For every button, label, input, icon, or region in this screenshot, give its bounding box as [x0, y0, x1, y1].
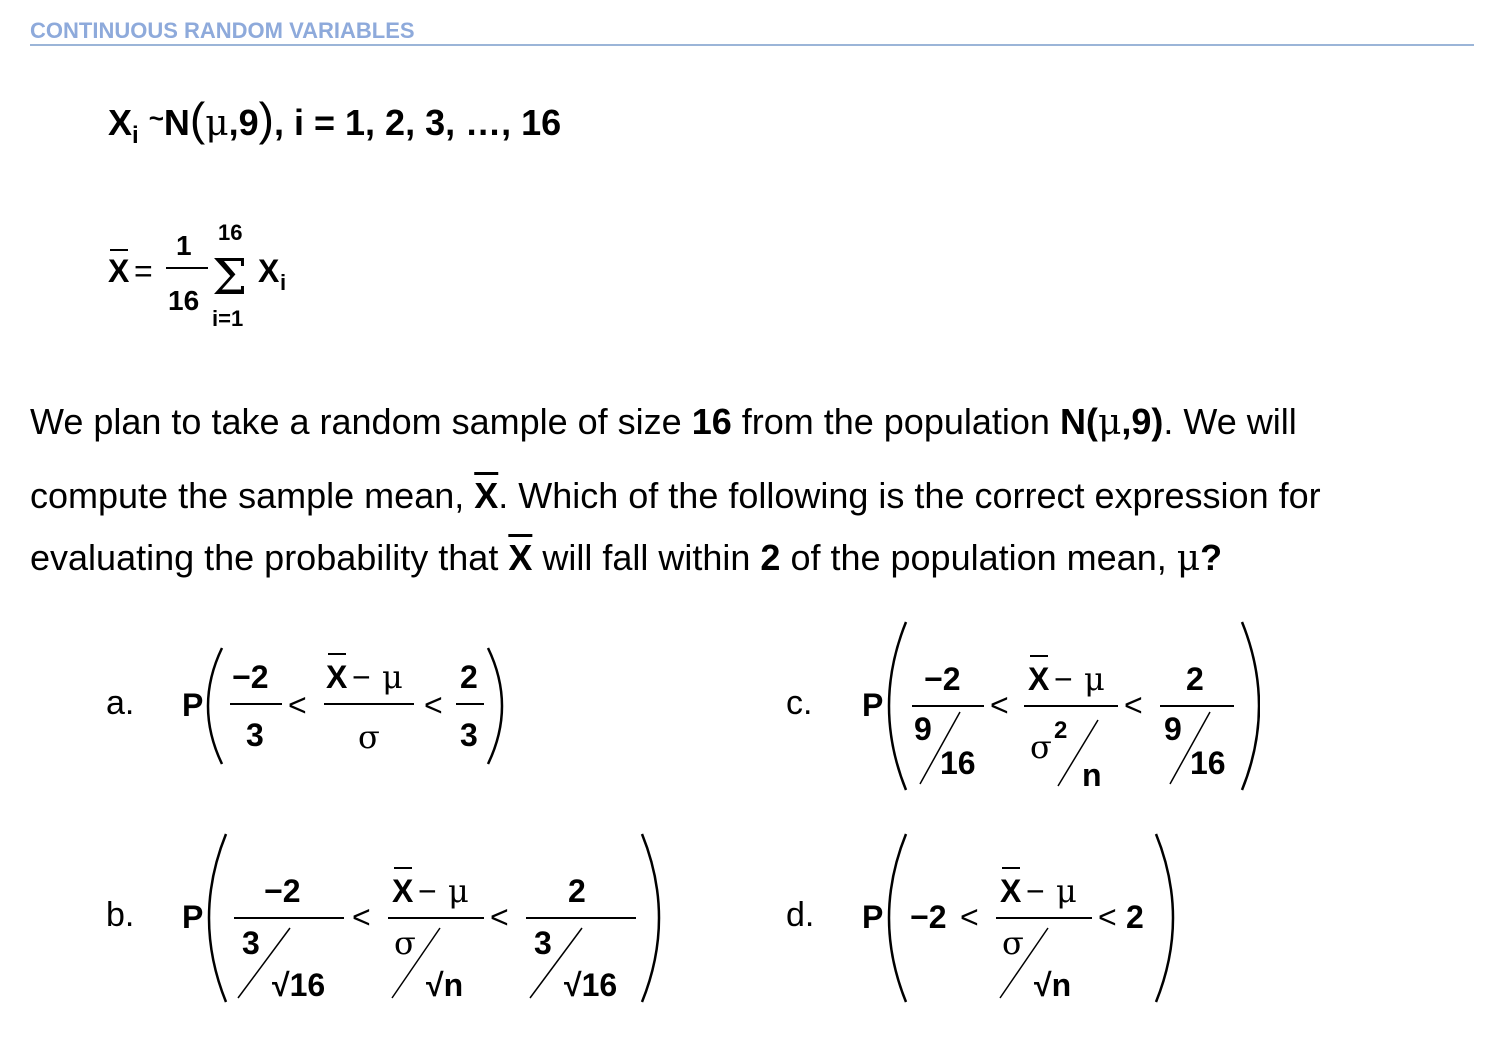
opt-a-right-den: 3: [460, 717, 478, 753]
opt-b-mid-minus: −: [418, 873, 437, 909]
eq2-num: 1: [176, 230, 192, 261]
eq2-sum-bottom: i=1: [212, 306, 244, 331]
eq1-dist: N: [163, 102, 190, 143]
option-c-label[interactable]: c.: [786, 684, 813, 722]
opt-b-right-paren: [642, 834, 659, 1002]
opt-b-left-paren: [209, 834, 226, 1002]
opt-d-lt1: <: [960, 899, 979, 935]
option-a-label[interactable]: a.: [106, 684, 135, 722]
opt-d-lt2: <: [1098, 899, 1117, 935]
opt-c-mid-den-a: σ: [1030, 728, 1052, 766]
opt-c-right-num: 2: [1186, 661, 1204, 697]
opt-b-right-den-b: √16: [564, 967, 618, 1003]
opt-a-lt2: <: [424, 687, 443, 723]
option-d-expression[interactable]: [860, 828, 1180, 1008]
q-l3-c: of the population mean,: [780, 537, 1177, 578]
opt-d-p: P: [862, 899, 884, 935]
opt-c-left-den-b: 16: [940, 745, 976, 781]
opt-d-mid-x: X: [1000, 873, 1022, 909]
opt-a-mid-mu: μ: [382, 658, 403, 696]
q-l2-a: compute the sample mean,: [30, 475, 475, 516]
q-l3-a: evaluating the probability that: [30, 537, 509, 578]
eq1-mu: μ: [205, 103, 229, 144]
q-l1-a: We plan to take a random sample of size: [30, 401, 692, 442]
opt-c-mid-den-sup: 2: [1054, 717, 1068, 744]
opt-c-mid-den-b: n: [1082, 757, 1102, 793]
opt-c-mid-minus: −: [1054, 661, 1073, 697]
opt-c-left-num: −2: [924, 661, 961, 697]
eq2-sub: i: [280, 270, 287, 295]
option-b-expression[interactable]: [180, 828, 670, 1008]
eq1-sub: i: [132, 122, 139, 150]
eq2-sigma: Σ: [212, 248, 248, 306]
opt-c-lt2: <: [1124, 687, 1143, 723]
opt-d-left: −2: [910, 899, 947, 935]
option-d-label[interactable]: d.: [786, 896, 815, 934]
question-line-1: [30, 400, 1297, 445]
opt-d-right: 2: [1126, 899, 1144, 935]
opt-c-mid-mu: μ: [1084, 660, 1105, 698]
q-l1-mu: μ: [1097, 402, 1122, 443]
q-l2-b: . Which of the following is the correct expression for: [498, 475, 1321, 516]
page-title: CONTINUOUS RANDOM VARIABLES: [30, 18, 415, 43]
eq2-den: 16: [168, 285, 200, 316]
opt-c-right-den-a: 9: [1164, 711, 1182, 747]
eq1-close: ): [258, 93, 274, 145]
q-l2-xbar: $\overline{X}$: [474, 475, 499, 516]
opt-c-mid-x: X: [1028, 661, 1050, 697]
distribution-equation: [108, 92, 561, 150]
opt-c-left-paren: [889, 622, 906, 790]
opt-a-left-num: −2: [232, 659, 269, 695]
opt-c-lt1: <: [990, 687, 1009, 723]
opt-a-left-den: 3: [246, 717, 264, 753]
opt-b-left-num: −2: [264, 873, 301, 909]
q-l3-b: will fall within: [532, 537, 761, 578]
opt-d-mid-minus: −: [1026, 873, 1045, 909]
q-l1-b: from the population: [731, 401, 1060, 442]
opt-c-right-den-b: 16: [1190, 745, 1226, 781]
opt-a-right-num: 2: [460, 659, 478, 695]
opt-d-mid-den-b: √n: [1034, 967, 1072, 1003]
q-l3-n: 2: [760, 537, 781, 578]
opt-a-p: P: [182, 687, 204, 723]
eq2-equals: =: [134, 253, 153, 289]
opt-b-right-den-a: 3: [534, 925, 552, 961]
opt-b-left-den-a: 3: [242, 925, 260, 961]
q-l1-c: . We will: [1163, 401, 1297, 442]
opt-b-mid-den-b: √n: [426, 967, 464, 1003]
q-l1-n: 16: [691, 401, 732, 442]
opt-d-mid-den-a: σ: [1002, 924, 1024, 962]
q-l3-mu: μ: [1176, 538, 1201, 579]
opt-d-left-paren: [889, 834, 906, 1002]
opt-b-lt1: <: [352, 899, 371, 935]
opt-a-mid-den: σ: [358, 718, 380, 756]
opt-d-mid-mu: μ: [1056, 872, 1077, 910]
eq1-x: X: [108, 102, 133, 143]
option-c-expression[interactable]: [860, 616, 1260, 796]
opt-a-lt1: <: [288, 687, 307, 723]
q-l1-dist-end: ,9): [1121, 401, 1164, 442]
opt-b-mid-x: X: [392, 873, 414, 909]
eq2-sum-top: 16: [218, 220, 243, 245]
page-header: [30, 16, 1474, 46]
eq1-comma9: ,9: [228, 102, 259, 143]
question-line-3: [30, 536, 1222, 581]
eq1-tilde: ~: [148, 103, 164, 133]
option-a-expression[interactable]: [180, 640, 520, 780]
opt-b-mid-den-a: σ: [394, 924, 416, 962]
opt-b-mid-mu: μ: [448, 872, 469, 910]
q-l3-q: ?: [1200, 537, 1223, 578]
question-line-2: [30, 474, 1321, 518]
opt-c-p: P: [862, 687, 884, 723]
opt-a-left-paren: [208, 648, 222, 764]
opt-b-lt2: <: [490, 899, 509, 935]
q-l1-dist: N(: [1059, 401, 1098, 442]
opt-c-left-den-a: 9: [914, 711, 932, 747]
opt-a-right-paren: [488, 648, 502, 764]
eq1-open: (: [189, 93, 206, 145]
q-l3-xbar: $\overline{X}$: [508, 537, 533, 578]
eq2-x: X: [258, 253, 280, 289]
opt-b-left-den-b: √16: [272, 967, 326, 1003]
opt-a-mid-x: X: [326, 659, 348, 695]
eq2-xbar: X: [108, 253, 130, 289]
option-b-label[interactable]: b.: [106, 896, 135, 934]
opt-a-mid-minus: −: [352, 659, 371, 695]
opt-b-p: P: [182, 899, 204, 935]
opt-c-right-paren: [1242, 622, 1259, 790]
eq1-tail: , i = 1, 2, 3, …, 16: [273, 102, 562, 143]
opt-b-right-num: 2: [568, 873, 586, 909]
sample-mean-equation: [100, 210, 320, 340]
opt-d-right-paren: [1156, 834, 1173, 1002]
